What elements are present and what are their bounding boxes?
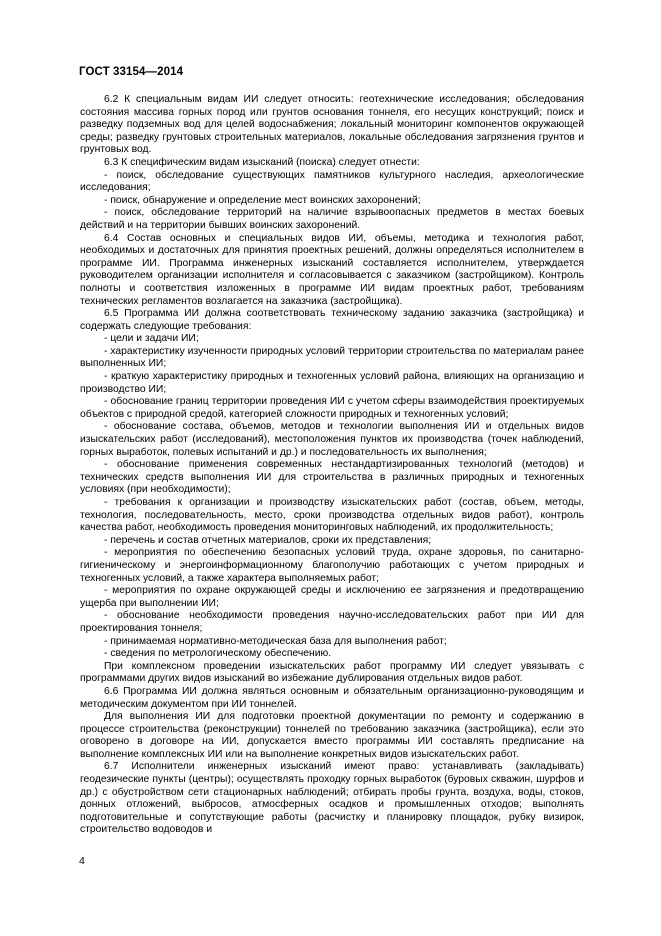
list-item: - сведения по метрологическому обеспечению. xyxy=(104,648,332,660)
list-item: - обоснование необходимости проведения научно-исследовательских работ при ИИ для проектирования тоннеля; xyxy=(80,610,584,634)
page-number: 4 xyxy=(79,855,85,867)
list-item: - поиск, обследование территорий на наличие взрывоопасных предметов в местах боевых действий и на территории бывших воинских захоронений. xyxy=(80,207,584,231)
paragraph-6-2: 6.2 К специальным видам ИИ следует относить: геотехнические исследования; обследования состояния массива горных пород или грунтов основания тоннеля, его несущих конструкций; поиск и разведку подземных вод для целей водоснабжения; локальный мониторинг компонентов окружающей среды; разведку грунтовых строительных материалов, локальные обследования загрязнения грунтов и грунтовых вод. xyxy=(80,94,584,156)
document-body xyxy=(80,94,584,837)
list-item: - обоснование границ территории проведения ИИ с учетом сферы взаимодействия проектируемых объектов с природной средой, категорией сложности природных и техногенных условий; xyxy=(80,396,584,420)
list-item: - требования к организации и производству изыскательских работ (состав, объем, методы, технология, последовательность, место, сроки производства отдельных видов работ), контроль качества работ, необходимость проведения мониторинговых наблюдений, их продолжительность; xyxy=(80,497,584,534)
list-item: - краткую характеристику природных и техногенных условий района, влияющих на организацию и производство ИИ; xyxy=(80,371,584,395)
paragraph-6-7: 6.7 Исполнители инженерных изысканий имеют право: устанавливать (закладывать) геодезические пункты (центры); осуществлять проходку горных выработок (буровых скважин, шурфов и др.) с обустройством сети стационарных наблюдений; отбирать пробы грунта, воздуха, воды, стоков, донных отложений, выбросов, атмосферных осадков и промышленных отходов; выполнять подготовительные и сопутствующие работы (расчистку и планировку площадок, рубку визирок, строительство водоводов и xyxy=(80,761,584,836)
paragraph-6-4: 6.4 Состав основных и специальных видов ИИ, объемы, методика и технология работ, необходимых и достаточных для принятия проектных решений, должны определяться исполнителем в программе ИИ. Программа инженерных изысканий составляется исполнителем, утверждается руководителем организации исполнителя и согласовывается с заказчиком (застройщиком). Контроль полноты и соответствия изложенных в программе ИИ видам проектных работ, требованиям технических регламентов возлагается на заказчика (застройщика). xyxy=(80,232,584,307)
list-item: - цели и задачи ИИ; xyxy=(104,333,199,345)
list-item: - принимаемая нормативно-методическая база для выполнения работ; xyxy=(104,635,447,647)
list-item: - характеристику изученности природных условий территории строительства по материалам ранее выполненных ИИ; xyxy=(80,345,584,370)
paragraph-6-3: 6.3 К специфическим видам изысканий (поиска) следует отнести: xyxy=(104,156,420,168)
list-item: - мероприятия по охране окружающей среды и исключению ее загрязнения и предотвращению ущерба при выполнении ИИ; xyxy=(80,585,584,609)
list-item: - поиск, обследование существующих памятников культурного наследия, археологические исследования; xyxy=(80,169,584,194)
list-item: - поиск, обнаружение и определение мест воинских захоронений; xyxy=(104,194,421,206)
paragraph: Для выполнения ИИ для подготовки проектной документации по ремонту и содержанию в процессе строительства (реконструкции) тоннелей по требованию заказчика (застройщика), если это оговорено в договоре на ИИ, допускается вместо программы ИИ составлять предписание на выполнение комплексных ИИ или на выполнение конкретных видов изыскательских работ. xyxy=(80,711,584,760)
paragraph: При комплексном проведении изыскательских работ программу ИИ следует увязывать с программами других видов изысканий во избежание дублирования отдельных видов работ. xyxy=(80,660,584,685)
paragraph-6-6: 6.6 Программа ИИ должна являться основным и обязательным организационно-руководящим и методическим документом при ИИ тоннелей. xyxy=(80,685,584,710)
list-item: - обоснование применения современных нестандартизированных технологий (методов) и технических средств выполнения ИИ для строительства в различных природных и техногенных условиях (при необходимости); xyxy=(80,459,584,496)
document-header: ГОСТ 33154—2014 xyxy=(79,66,184,78)
list-item: - перечень и состав отчетных материалов, сроки их представления; xyxy=(104,534,432,546)
paragraph-6-5: 6.5 Программа ИИ должна соответствовать техническому заданию заказчика (застройщика) и содержать следующие требования: xyxy=(80,308,584,332)
list-item: - обоснование состава, объемов, методов и технологии выполнения ИИ и отдельных видов изыскательских работ (исследований), местоположения пунктов их производства (точек наблюдений, горных выработок, полевых испытаний и др.) и последовательность их выполнения; xyxy=(80,421,584,458)
list-item: - мероприятия по обеспечению безопасных условий труда, охране здоровья, по санитарно-гигиеническому и энергоинформационному благополучию работающих с учетом природных и техногенных условий, а также характера выполняемых работ; xyxy=(80,547,584,584)
